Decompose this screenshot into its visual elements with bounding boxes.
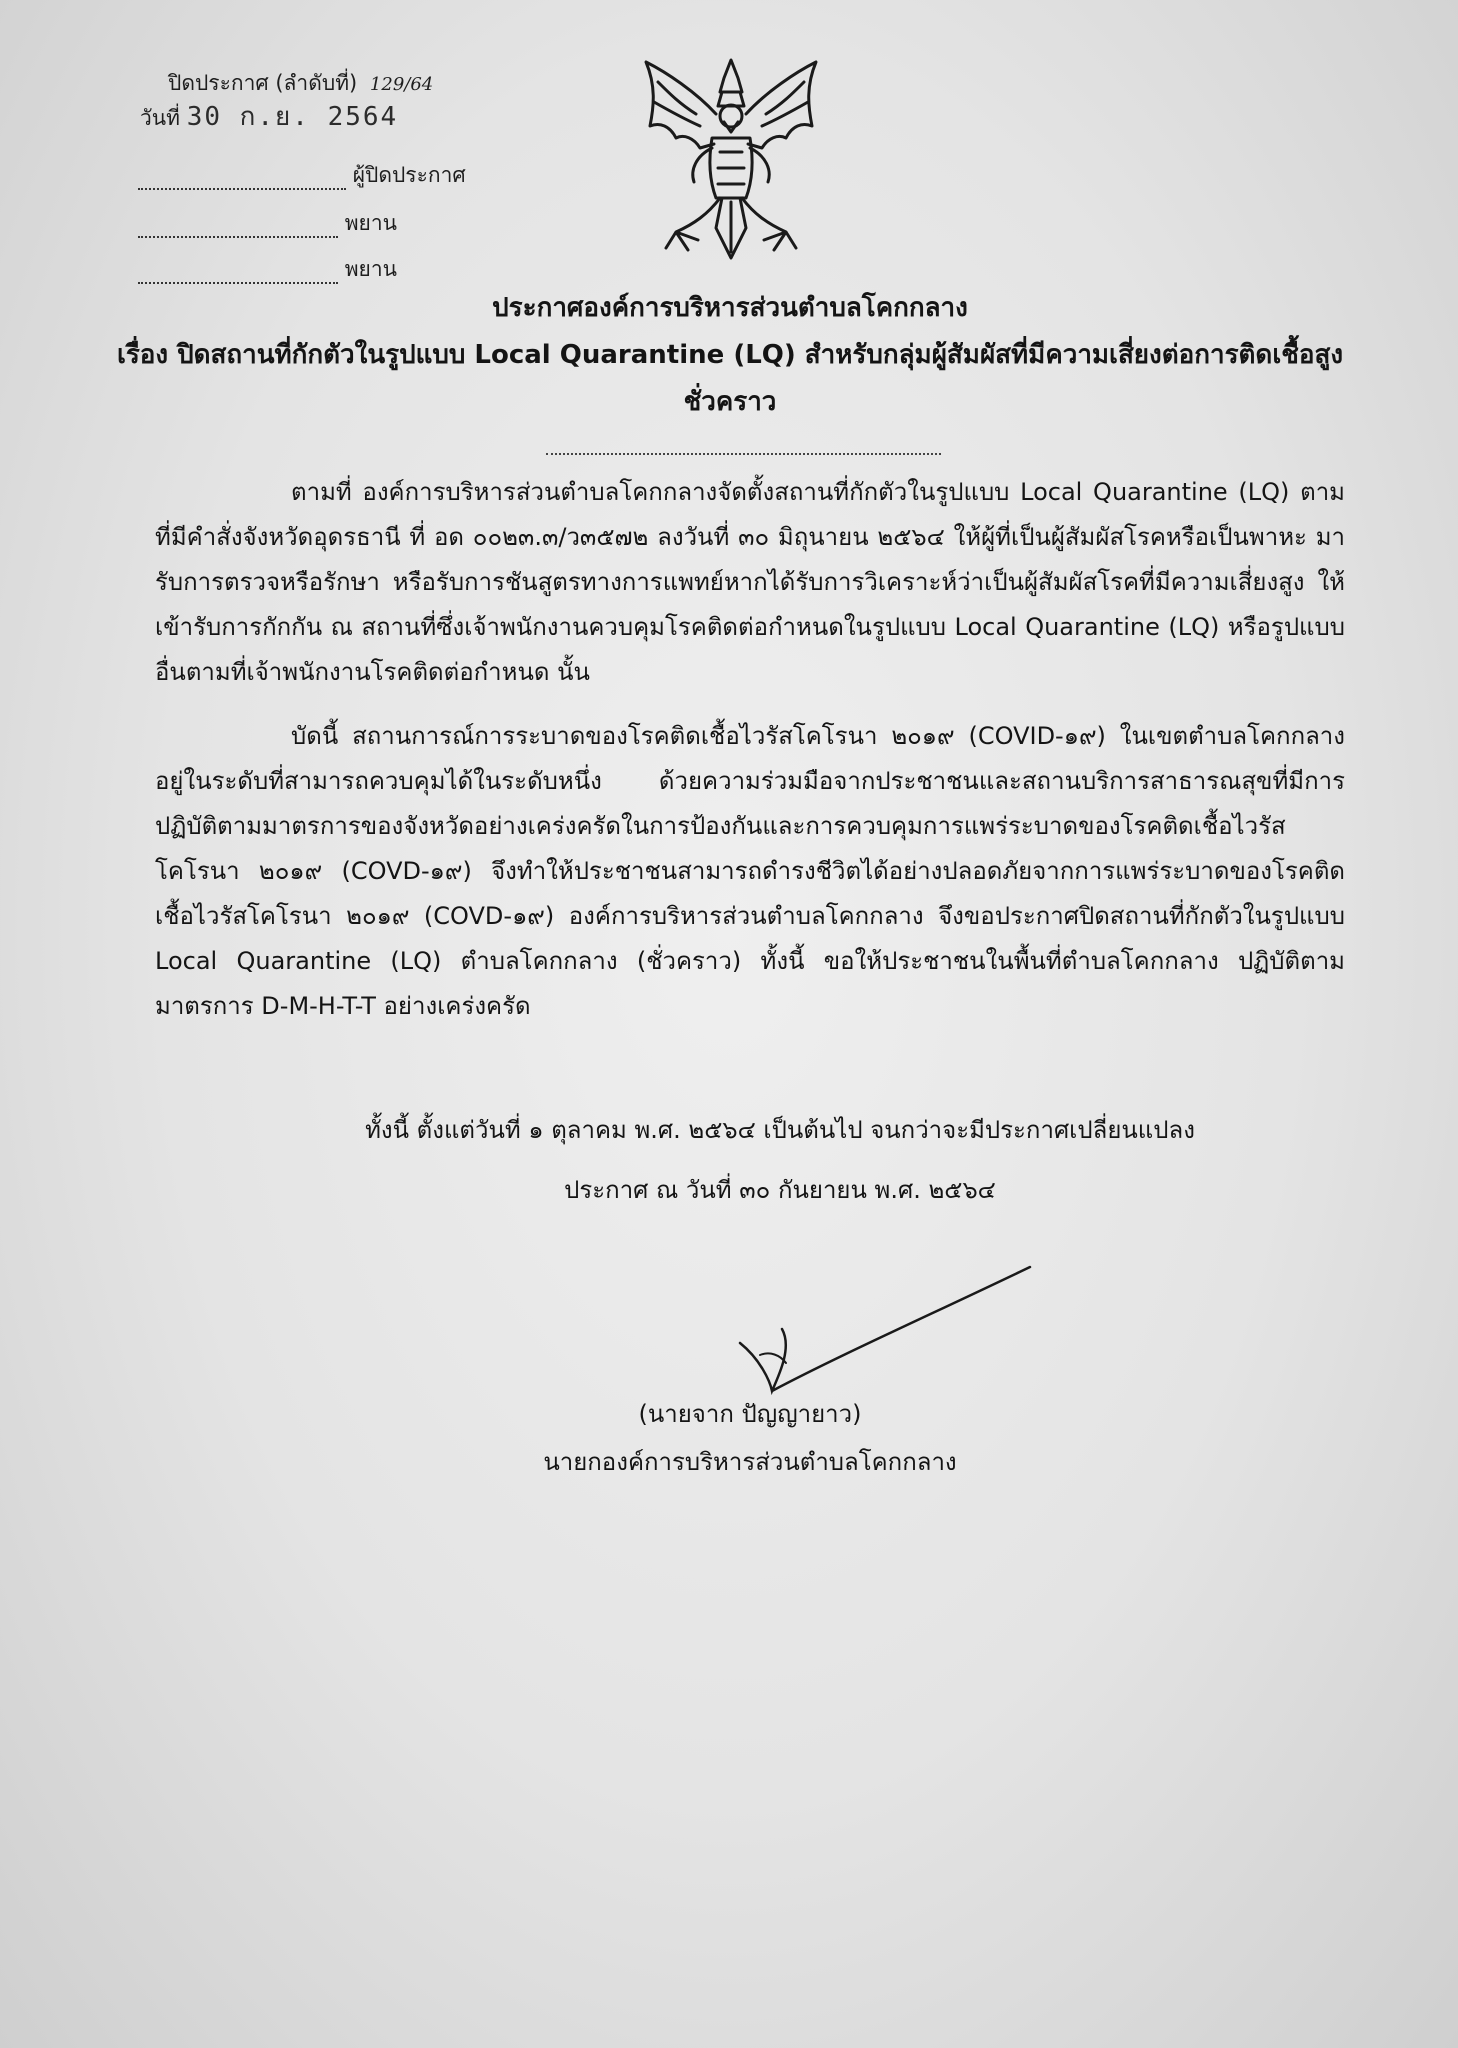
stamp-witness-1-role: พยาน bbox=[344, 211, 397, 235]
stamp-witness-2-dots bbox=[138, 260, 338, 284]
effective-date-line: ทั้งนี้ ตั้งแต่วันที่ ๑ ตุลาคม พ.ศ. ๒๕๖๔ เป็นต้นไป จนกว่าจะมีประกาศเปลี่ยนแปลง bbox=[365, 1116, 1195, 1144]
body-paragraph-2: บัดนี้ สถานการณ์การระบาดของโรคติดเชื้อไวรัสโคโรนา ๒๐๑๙ (COVID-๑๙) ในเขตตำบลโคกกลาง อยู่ในระดับที่สามารถควบคุมได้ในระดับหนึ่ง ด้วยความร่วมมือจากประชาชนและสถานบริการสาธารณสุขที่มีการปฏิบัติตามมาตรการของจังหวัดอย่างเคร่งครัดในการป้องกันและการควบคุมการแพร่ระบาดของโรคติดเชื้อไวรัสโคโรนา ๒๐๑๙ (COVD-๑๙) จึงทำให้ประชาชนสามารถดำรงชีวิตได้อย่างปลอดภัยจากการแพร่ระบาดของโรคติดเชื้อไวรัสโคโรนา ๒๐๑๙ (COVD-๑๙) องค์การบริหารส่วนตำบลโคกกลาง จึงขอประกาศปิดสถานที่กักตัวในรูปแบบ Local Quarantine (LQ) ตำบลโคกกลาง (ชั่วคราว) ทั้งนี้ ขอให้ประชาชนในพื้นที่ตำบลโคกกลาง ปฏิบัติตามมาตรการ D-M-H-T-T อย่างเคร่งครัด bbox=[155, 722, 1345, 1020]
signature-icon bbox=[700, 1255, 1040, 1405]
stamp-witness-2-line bbox=[138, 254, 397, 284]
stamp-witness-1-line bbox=[138, 208, 397, 238]
stamp-witness-1-dots bbox=[138, 214, 338, 238]
announcement-subject-line-2: ชั่วคราว bbox=[683, 387, 777, 417]
announcement-subject-line-1: เรื่อง ปิดสถานที่กักตัวในรูปแบบ Local Quarantine (LQ) สำหรับกลุ่มผู้สัมผัสที่มีความเสี่ยงต่อการติดเชื้อสูง bbox=[116, 340, 1344, 370]
stamp-poster-role: ผู้ปิดประกาศ bbox=[352, 163, 466, 187]
stamp-date-line bbox=[140, 102, 398, 132]
heading-separator bbox=[546, 453, 941, 455]
body-paragraph-1: ตามที่ องค์การบริหารส่วนตำบลโคกกลางจัดตั้งสถานที่กักตัวในรูปแบบ Local Quarantine (LQ) ตามที่มีคำสั่งจังหวัดอุดรธานี ที่ อด ๐๐๒๓.๓/ว๓๕๗๒ ลงวันที่ ๓๐ มิถุนายน ๒๕๖๔ ให้ผู้ที่เป็นผู้สัมผัสโรคหรือเป็นพาหะ มารับการตรวจหรือรักษา หรือรับการชันสูตรทางการแพทย์หากได้รับการวิเคราะห์ว่าเป็นผู้สัมผัสโรคที่มีความเสี่ยงสูง ให้เข้ารับการกักกัน ณ สถานที่ซึ่งเจ้าพนักงานควบคุมโรคติดต่อกำหนดในรูปแบบ Local Quarantine (LQ) หรือรูปแบบอื่นตามที่เจ้าพนักงานโรคติดต่อกำหนด นั้น bbox=[155, 478, 1345, 686]
stamp-date-value: 30 ก.ย. 2564 bbox=[186, 102, 399, 132]
stamp-notice-label: ปิดประกาศ (ลำดับที่) bbox=[168, 71, 358, 95]
announced-date-line: ประกาศ ณ วันที่ ๓๐ กันยายน พ.ศ. ๒๕๖๔ bbox=[564, 1176, 996, 1204]
announcement-title: ประกาศองค์การบริหารส่วนตำบลโคกกลาง bbox=[492, 293, 968, 323]
posting-stamp bbox=[140, 68, 508, 288]
signer-name: (นายจาก ปัญญายาว) bbox=[638, 1400, 862, 1428]
stamp-witness-2-role: พยาน bbox=[344, 257, 397, 281]
stamp-poster-dots bbox=[138, 166, 346, 190]
stamp-notice-number: 129/64 bbox=[369, 74, 434, 95]
stamp-notice-line bbox=[168, 68, 433, 98]
garuda-emblem-icon bbox=[636, 52, 826, 264]
stamp-date-label: วันที่ bbox=[140, 106, 180, 130]
stamp-poster-line bbox=[138, 160, 466, 190]
announcement-heading bbox=[100, 285, 1360, 426]
signer-position: นายกองค์การบริหารส่วนตำบลโคกกลาง bbox=[543, 1448, 957, 1476]
